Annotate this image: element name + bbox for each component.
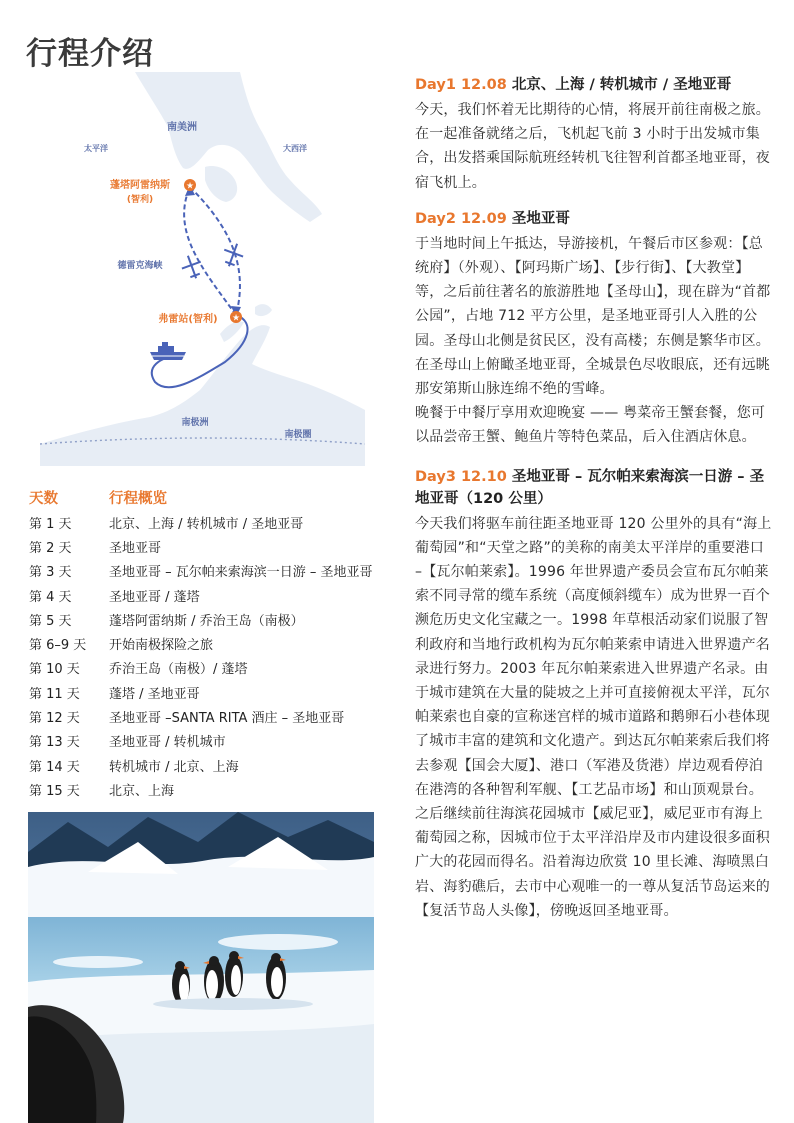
itinerary-header xyxy=(29,484,399,510)
row-desc: 转机城市 / 北京、上海 xyxy=(109,759,239,775)
table-row xyxy=(29,607,399,631)
table-row xyxy=(29,510,399,534)
row-desc: 圣地亚哥 – 瓦尔帕来索海滨一日游 – 圣地亚哥 xyxy=(109,565,373,581)
row-day: 第 13 天 xyxy=(29,735,80,751)
row-desc: 圣地亚哥 –SANTA RITA 酒庄 – 圣地亚哥 xyxy=(109,711,345,727)
row-day: 第 15 天 xyxy=(29,783,80,799)
label-antarctic-circle: 南极圈 xyxy=(284,430,312,440)
label-drake-passage: 德雷克海峡 xyxy=(117,261,163,271)
row-day: 第 14 天 xyxy=(29,759,80,775)
table-row xyxy=(29,583,399,607)
table-row xyxy=(29,680,399,704)
label-frei-station: 弗雷站(智利) xyxy=(158,314,218,325)
row-day: 第 4 天 xyxy=(29,589,72,605)
header-day: 天数 xyxy=(29,490,58,507)
page-title: 行程介绍 xyxy=(26,36,154,72)
table-row xyxy=(29,559,399,583)
row-desc: 乔治王岛（南极）/ 蓬塔 xyxy=(109,662,248,678)
table-row xyxy=(29,704,399,728)
daily-details xyxy=(415,74,775,923)
table-row xyxy=(29,753,399,777)
table-row xyxy=(29,729,399,753)
row-day: 第 1 天 xyxy=(29,516,72,532)
label-atlantic: 大西洋 xyxy=(283,144,307,153)
route-map xyxy=(40,72,365,466)
day-paragraph: 晚餐于中餐厅享用欢迎晚宴 —— 粤菜帝王蟹套餐，您可以品尝帝王蟹、鲍鱼片等特色菜品，后入住酒店休息。 xyxy=(415,405,766,446)
row-desc: 北京、上海 / 转机城市 / 圣地亚哥 xyxy=(109,516,304,532)
row-desc: 圣地亚哥 xyxy=(109,540,162,556)
row-day: 第 3 天 xyxy=(29,565,72,581)
day-heading xyxy=(415,466,775,510)
row-desc: 圣地亚哥 / 转机城市 xyxy=(109,735,226,751)
row-day: 第 12 天 xyxy=(29,711,80,727)
table-row xyxy=(29,777,399,801)
header-overview: 行程概览 xyxy=(109,490,167,507)
day-label: Day2 12.09 xyxy=(415,210,507,227)
table-row xyxy=(29,656,399,680)
table-row xyxy=(29,534,399,558)
svg-text:★: ★ xyxy=(231,313,241,324)
penguin-photo xyxy=(28,812,374,1123)
table-row xyxy=(29,631,399,655)
svg-text:★: ★ xyxy=(185,181,195,192)
row-desc: 蓬塔阿雷纳斯 / 乔治王岛（南极） xyxy=(109,613,304,629)
row-day: 第 6–9 天 xyxy=(29,638,87,654)
label-south-america: 南美洲 xyxy=(167,122,197,133)
row-day: 第 10 天 xyxy=(29,662,80,678)
row-day: 第 11 天 xyxy=(29,686,80,702)
row-desc: 北京、上海 xyxy=(109,783,175,799)
row-desc: 开始南极探险之旅 xyxy=(109,638,214,654)
row-day: 第 5 天 xyxy=(29,613,72,629)
day-paragraph: 于当地时间上午抵达，导游接机，午餐后市区参观：【总统府】（外观）、【阿玛斯广场】、【步行街】、【大教堂】等，之后前往著名的旅游胜地【圣母山】，现在辟为“首都公园”，占地 712 平方公里，是圣地亚哥引人入胜的公园。圣母山北侧是贫民区，没有高楼；东侧是繁华市区。在圣母山上俯瞰圣地亚哥，全城景色尽收眼底，还有远眺那安第斯山脉连绵不绝的雪峰。 xyxy=(415,235,771,398)
row-day: 第 2 天 xyxy=(29,540,72,556)
label-antarctica: 南极洲 xyxy=(181,418,209,428)
day-title: 北京、上海 / 转机城市 / 圣地亚哥 xyxy=(511,77,732,93)
day-title: 圣地亚哥 xyxy=(511,210,570,227)
day-paragraph: 今天，我们怀着无比期待的心情，将展开前往南极之旅。在一起准备就绪之后，飞机起飞前 3 小时于出发城市集合，出发搭乘国际航班经转机飞往智利首都圣地亚哥，夜宿飞机上。 xyxy=(415,102,770,191)
row-desc: 蓬塔 / 圣地亚哥 xyxy=(109,686,200,702)
day-paragraph: 今天我们将驱车前往距圣地亚哥 120 公里外的具有“海上葡萄园”和“天堂之路”的美称的南美太平洋岸的重要港口 –【瓦尔帕莱索】。1996 年世界遗产委员会宣布瓦尔帕莱索不同寻常的缆车系统（高度倾斜缆车）成为世界一百个濒危历史文化宝藏之一。1998 年草根活动家们说服了智利政府和当地行政机构为瓦尔帕莱索申请进入世界遗产名录进行努力。2003 年瓦尔帕莱索进入世界遗产名录。由于城市建筑在大量的陡坡之上并可直接俯视太平洋，瓦尔帕莱索也自豪的宣称迷宫样的城市道路和鹅卵石小巷体现了城市丰富的建筑和文化遗产。到达瓦尔帕莱索后我们将去参观【国会大厦】、港口（军港及货港）岸边观看停泊在港湾的各种智利军舰、【工艺品市场】和山顶观景台。之后继续前往海滨花园城市【威尼亚】，威尼亚市有海上葡萄园之称，因城市位于太平洋沿岸及市内建设很多面积广大的花园而得名。沿着海边欣赏 10 里长滩、海喷黑白岩、海豹礁后，去市中心观唯一的一尊从复活节岛运来的【复活节岛人头像】，傍晚返回圣地亚哥。 xyxy=(415,515,772,919)
day-label: Day1 12.08 xyxy=(415,77,507,93)
day-heading xyxy=(415,208,775,230)
day-heading xyxy=(415,74,775,96)
row-desc: 圣地亚哥 / 蓬塔 xyxy=(109,589,200,605)
label-pacific: 太平洋 xyxy=(84,144,108,153)
label-punta-arenas-country: (智利) xyxy=(126,195,154,205)
itinerary-table xyxy=(29,484,399,802)
day-label: Day3 12.10 xyxy=(415,468,507,485)
day-title: 圣地亚哥 – 瓦尔帕来索海滨一日游 – 圣地亚哥（120 公里） xyxy=(415,468,765,507)
label-punta-arenas: 蓬塔阿雷纳斯 xyxy=(110,180,170,191)
